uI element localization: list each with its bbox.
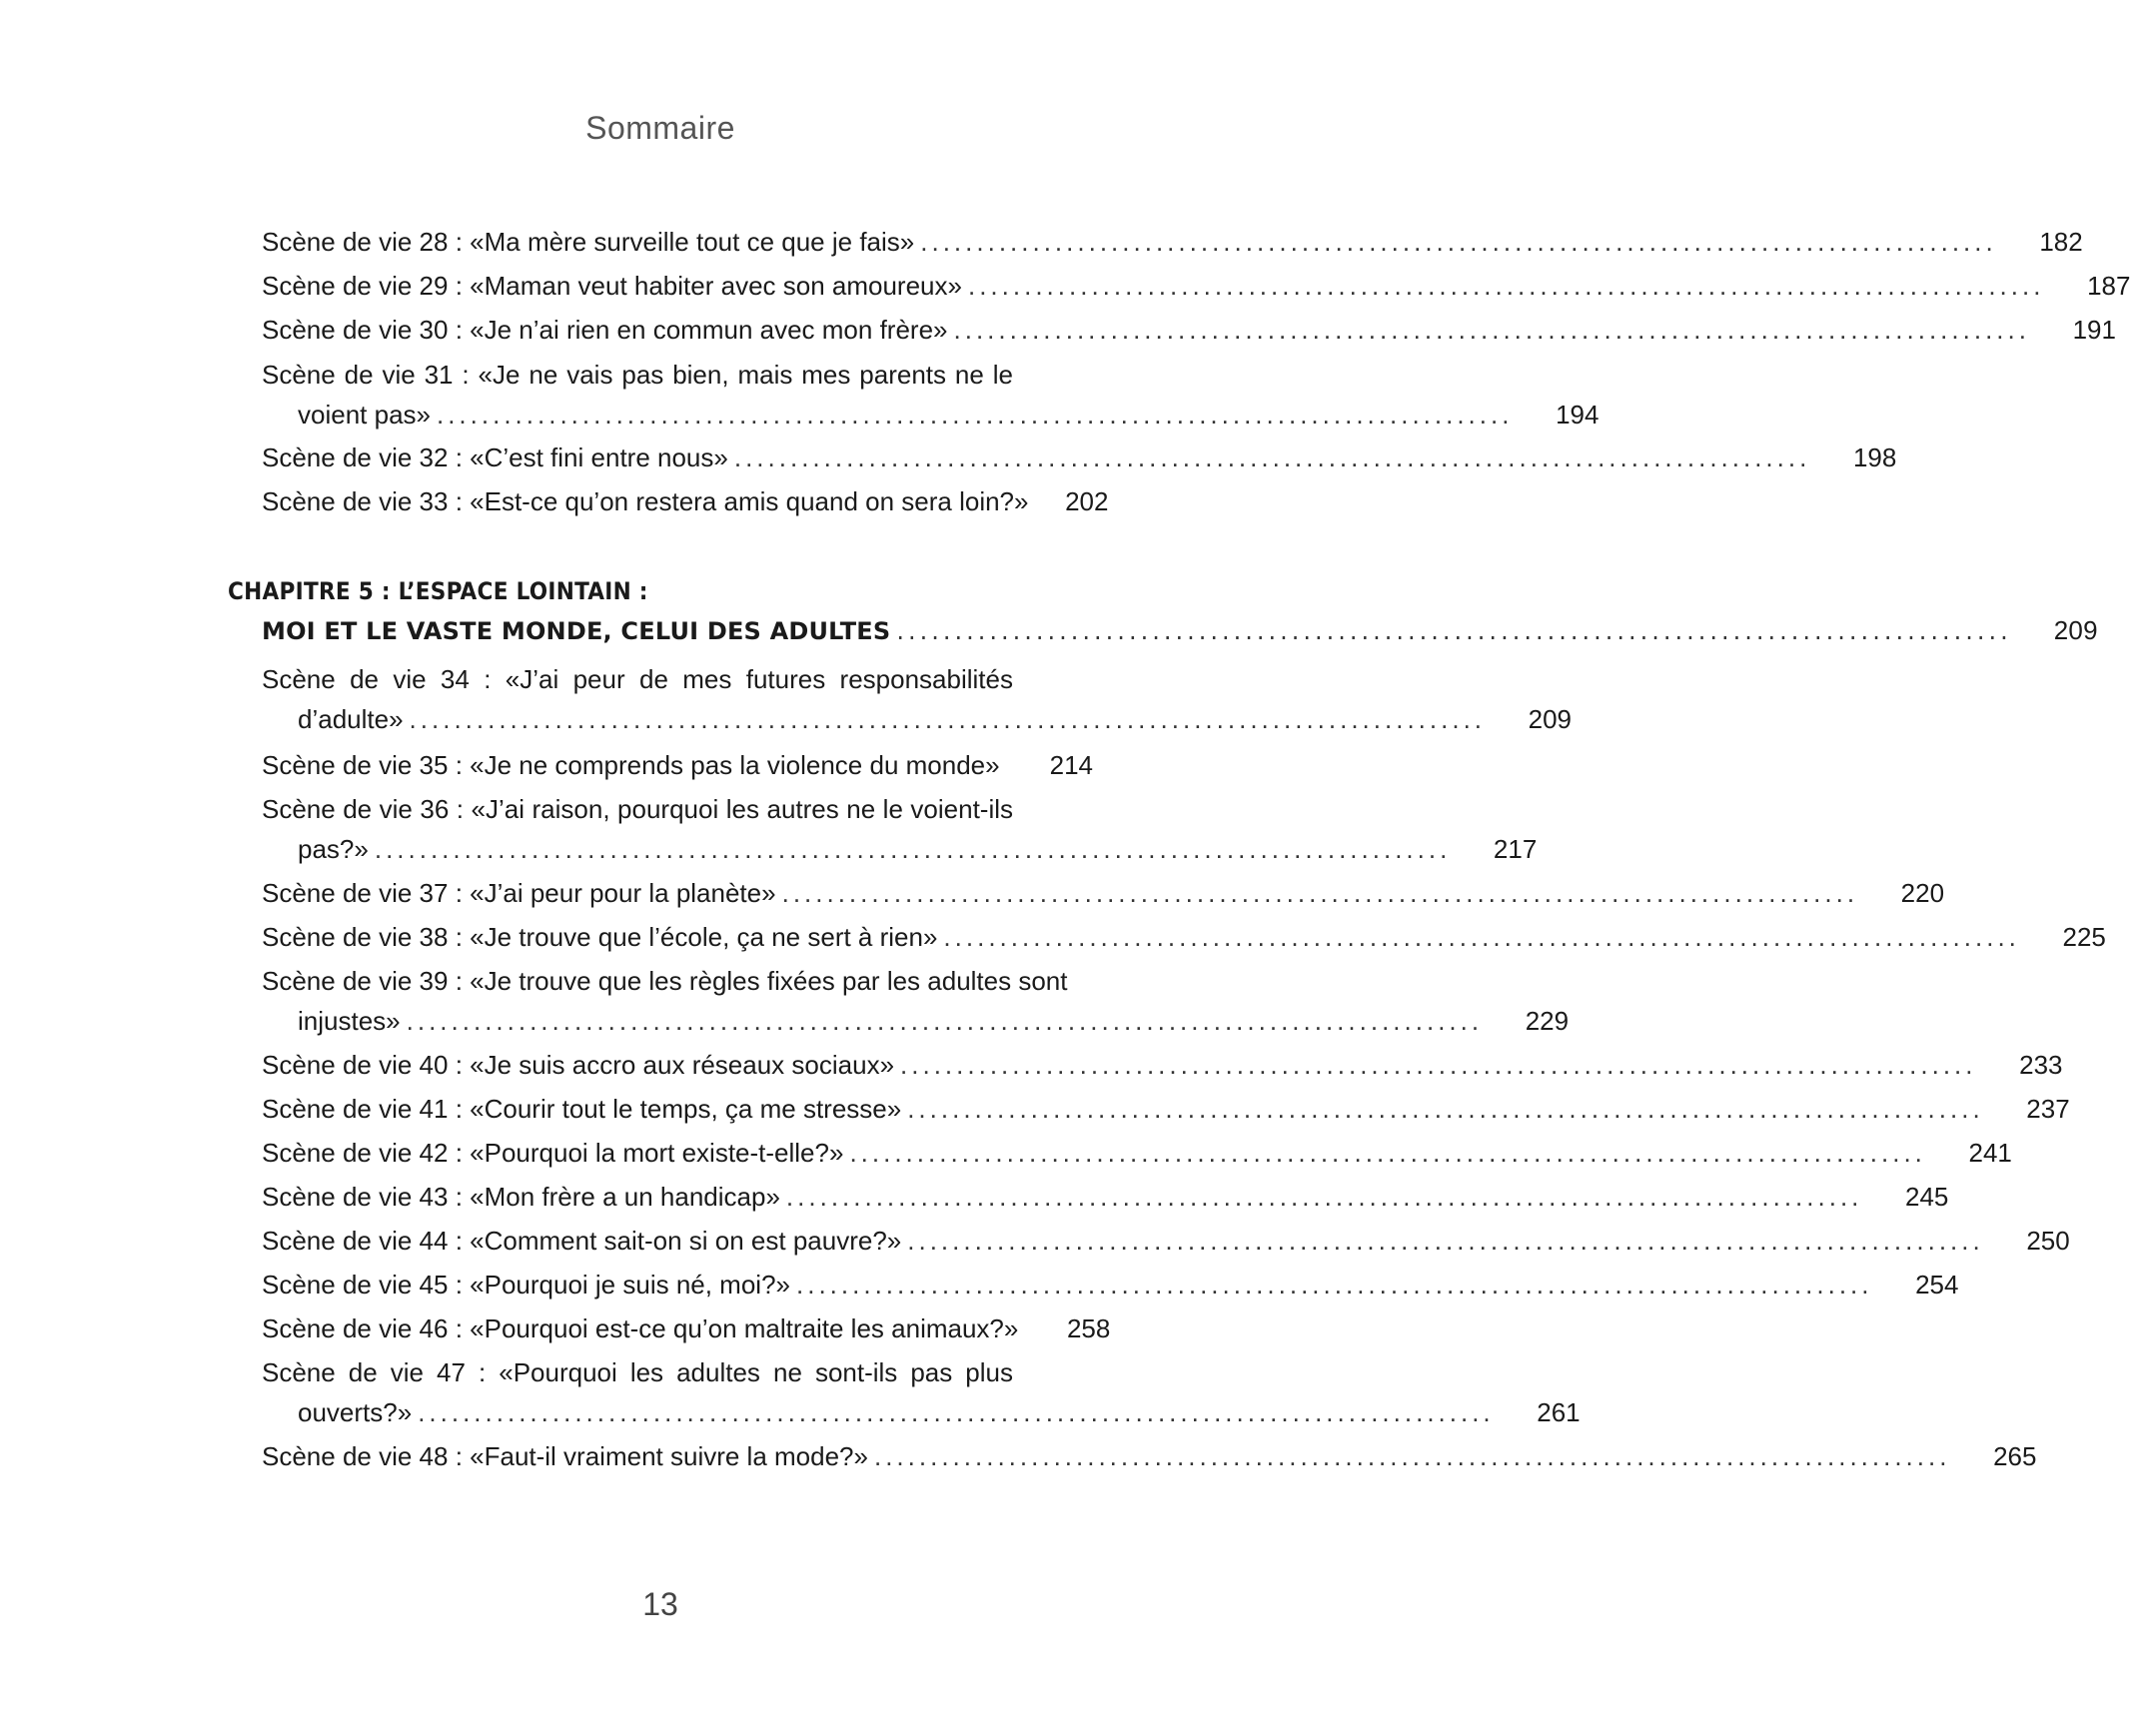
- toc-entry-page: 229: [1525, 1006, 1570, 1036]
- toc-entry-page: 245: [1905, 1182, 1949, 1212]
- toc-entry: [262, 917, 2106, 957]
- toc-entry-page: 254: [1915, 1270, 1959, 1300]
- dot-leader: ................................................................................................: [781, 878, 1859, 908]
- toc-entry-label: Scène de vie 29 : «Maman veut habiter avec son amoureux»: [262, 271, 962, 301]
- toc-entry-page: 198: [1852, 442, 1897, 472]
- dot-leader: ................................................................................................: [907, 1094, 1984, 1124]
- dot-leader: ................................................................................................: [900, 1050, 1977, 1080]
- dot-leader: ................................................................................................: [436, 400, 1514, 430]
- toc-entry-page: 187: [2087, 271, 2130, 301]
- toc-entry-page: 225: [2062, 922, 2106, 952]
- dot-leader: ................................................................................................: [896, 617, 2012, 645]
- toc-entry-label-line1: Scène de vie 39 : «Je trouve que les règles fixées par les adultes sont: [262, 966, 1068, 996]
- toc-entry-page: 209: [2053, 615, 2098, 645]
- toc-entry-label: Scène de vie 48 : «Faut-il vraiment suivre la mode?»: [262, 1441, 868, 1471]
- toc-entry-page: 220: [1900, 878, 1945, 908]
- toc-entry-label: Scène de vie 28 : «Ma mère surveille tout ce que je fais»: [262, 227, 915, 257]
- toc-entry-label: Scène de vie 40 : «Je suis accro aux réseaux sociaux»: [262, 1050, 895, 1080]
- toc-entry-page: 261: [1537, 1397, 1581, 1427]
- dot-leader: ................................................................................................: [953, 315, 2030, 345]
- toc-entry-label-line2: d’adulte»: [298, 704, 404, 734]
- toc-entry-label-line2: pas?»: [298, 834, 369, 864]
- dot-leader: ................................................................................................: [907, 1226, 1984, 1256]
- toc-entry-label: Scène de vie 46 : «Pourquoi est-ce qu’on maltraite les animaux?»: [262, 1313, 1019, 1343]
- toc-entry: [262, 1089, 2070, 1129]
- toc-entry: [262, 1045, 2063, 1085]
- toc-entry-page: 191: [2072, 315, 2116, 345]
- chapter-subtitle: MOI ET LE VASTE MONDE, CELUI DES ADULTES: [262, 617, 891, 645]
- toc-entry-label: Scène de vie 35 : «Je ne comprends pas la violence du monde»: [262, 750, 1000, 780]
- toc-entry: [262, 1308, 1111, 1348]
- dot-leader: ................................................................................................: [409, 704, 1487, 734]
- toc-entry-page: 194: [1556, 400, 1599, 430]
- toc-entry-label-line2: ouverts?»: [298, 1397, 413, 1427]
- toc-entry-page: 250: [2026, 1226, 2070, 1256]
- toc-entry: [262, 310, 2116, 350]
- toc-entry-multiline: [262, 659, 1573, 739]
- toc-entry-multiline: [262, 355, 1599, 434]
- toc-entry: [262, 1436, 2037, 1476]
- toc-entry-multiline: [262, 1352, 1581, 1432]
- toc-entry-label-line1: Scène de vie 36 : «J’ai raison, pourquoi les autres ne le voient-ils: [262, 794, 1013, 824]
- toc-entry: [262, 1265, 1959, 1304]
- chapter-title: CHAPITRE 5 : L’ESPACE LOINTAIN :: [228, 577, 648, 605]
- dot-leader: [1006, 745, 1007, 785]
- toc-entry-label: Scène de vie 44 : «Comment sait-on si on est pauvre?»: [262, 1226, 902, 1256]
- toc-entry: [262, 1221, 2070, 1261]
- toc-entry-page: 241: [1968, 1138, 2012, 1168]
- toc-entry-label-line2: injustes»: [298, 1006, 401, 1036]
- dot-leader: ................................................................................................: [873, 1441, 1951, 1471]
- toc-entry-page: 237: [2026, 1094, 2070, 1124]
- toc-entry: [262, 1177, 1949, 1217]
- dot-leader: ................................................................................................: [374, 834, 1452, 864]
- toc-entry-page: 265: [1993, 1441, 2037, 1471]
- toc-entry-label-line1: Scène de vie 34 : «J’ai peur de mes futures responsabilités: [262, 664, 1013, 694]
- toc-entry-page: 217: [1493, 834, 1538, 864]
- toc-entry-page: 258: [1066, 1313, 1111, 1343]
- toc-entry-page: 233: [2019, 1050, 2063, 1080]
- toc-entry-page: 209: [1528, 704, 1573, 734]
- toc-entry-label: Scène de vie 43 : «Mon frère a un handicap»: [262, 1182, 780, 1212]
- toc-entry-label: Scène de vie 45 : «Pourquoi je suis né, moi?»: [262, 1270, 791, 1300]
- page-title: Sommaire: [585, 110, 735, 146]
- dot-leader: ................................................................................................: [406, 1006, 1484, 1036]
- dot-leader: ................................................................................................: [785, 1182, 1863, 1212]
- toc-entry-label-line2: voient pas»: [298, 400, 431, 430]
- toc-entry-label: Scène de vie 32 : «C’est fini entre nous»: [262, 442, 728, 472]
- dot-leader: ................................................................................................: [943, 922, 2020, 952]
- toc-entry-label: Scène de vie 37 : «J’ai peur pour la planète»: [262, 878, 776, 908]
- dot-leader: ................................................................................................: [796, 1270, 1873, 1300]
- toc-entry-label: Scène de vie 41 : «Courir tout le temps, ça me stresse»: [262, 1094, 902, 1124]
- toc-entry-label-line1: Scène de vie 47 : «Pourquoi les adultes ne sont-ils pas plus: [262, 1357, 1013, 1387]
- toc-entry-page: 202: [1065, 486, 1109, 516]
- dot-leader: ................................................................................................: [920, 227, 1997, 257]
- toc-entry: [262, 481, 1109, 521]
- page-number: 13: [642, 1586, 678, 1622]
- toc-entry-label: Scène de vie 33 : «Est-ce qu’on restera amis quand on sera loin?»: [262, 486, 1029, 516]
- dot-leader: ................................................................................................: [418, 1397, 1495, 1427]
- dot-leader: ................................................................................................: [967, 271, 2045, 301]
- toc-entry-page: 182: [2039, 227, 2083, 257]
- chapter-subtitle-entry: [262, 615, 2098, 655]
- toc-entry-multiline: [262, 961, 1570, 1041]
- toc-entry: [262, 873, 1945, 913]
- dot-leader: ................................................................................................: [849, 1138, 1926, 1168]
- toc-entry-label-line1: Scène de vie 31 : «Je ne vais pas bien, mais mes parents ne le: [262, 360, 1013, 390]
- toc-entry-label: Scène de vie 42 : «Pourquoi la mort existe-t-elle?»: [262, 1138, 844, 1168]
- toc-entry: [262, 222, 2083, 262]
- toc-entry-label: Scène de vie 38 : «Je trouve que l’école, ça ne sert à rien»: [262, 922, 938, 952]
- toc-entry-label: Scène de vie 30 : «Je n’ai rien en commun avec mon frère»: [262, 315, 948, 345]
- toc-entry-page: 214: [1049, 750, 1093, 780]
- dot-leader: ................................................................................................: [733, 442, 1811, 472]
- toc-entry: [262, 266, 2130, 306]
- toc-entry: [262, 1133, 2012, 1173]
- toc-entry: [262, 437, 1897, 477]
- toc-entry: [262, 745, 1093, 785]
- toc-entry-multiline: [262, 789, 1538, 869]
